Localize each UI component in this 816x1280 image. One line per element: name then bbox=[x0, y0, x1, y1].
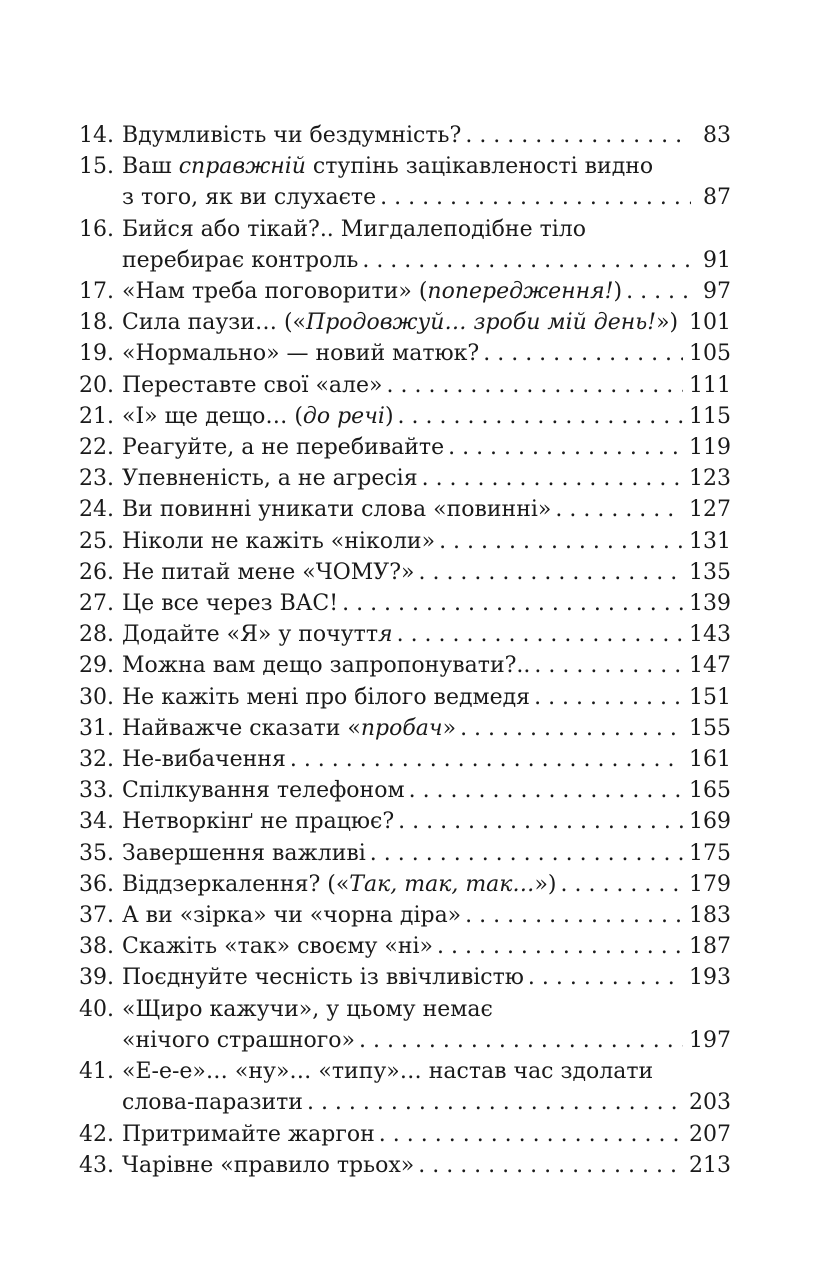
title-segment: Це все через ВАС! bbox=[122, 591, 339, 617]
page-number: 193 bbox=[689, 965, 731, 991]
chapter-number: 34. bbox=[79, 809, 114, 835]
chapter-title bbox=[122, 557, 414, 588]
title-line bbox=[122, 401, 731, 432]
chapter-number: 21. bbox=[79, 403, 114, 429]
chapter-title bbox=[122, 401, 394, 432]
chapter-title bbox=[122, 1150, 414, 1181]
title-italic-segment: я bbox=[378, 622, 393, 648]
chapter-title bbox=[122, 1087, 303, 1118]
dot-leader bbox=[534, 650, 683, 681]
page-number: 179 bbox=[689, 871, 731, 897]
dot-leader bbox=[387, 370, 684, 401]
dot-leader bbox=[422, 463, 683, 494]
chapter-title-block bbox=[122, 1150, 731, 1181]
title-line bbox=[122, 806, 731, 837]
toc-entry bbox=[76, 1150, 731, 1181]
chapter-number: 23. bbox=[79, 466, 114, 492]
title-segment: «Нам треба поговорити» ( bbox=[122, 279, 428, 305]
title-segment: Реагуйте, а не перебивайте bbox=[122, 435, 445, 461]
page-number: 111 bbox=[689, 372, 731, 398]
page-number: 105 bbox=[689, 341, 731, 367]
title-segment: Не питай мене «ЧОМУ?» bbox=[122, 559, 415, 585]
toc-entry bbox=[76, 214, 731, 276]
chapter-title-block bbox=[122, 120, 731, 151]
page-number: 175 bbox=[689, 840, 731, 866]
chapter-number: 29. bbox=[79, 653, 114, 679]
title-line bbox=[122, 307, 731, 338]
page-number: 87 bbox=[703, 185, 731, 211]
title-line bbox=[122, 713, 731, 744]
chapter-title-block bbox=[122, 151, 731, 213]
chapter-number: 17. bbox=[79, 279, 114, 305]
chapter-title bbox=[122, 245, 358, 276]
title-segment: Притримайте жаргон bbox=[122, 1121, 375, 1147]
dot-leader bbox=[342, 588, 683, 619]
title-line bbox=[122, 120, 731, 151]
chapter-title bbox=[122, 276, 622, 307]
chapter-title-block bbox=[122, 1119, 731, 1150]
title-line bbox=[122, 370, 731, 401]
chapter-number: 16. bbox=[79, 216, 114, 242]
chapter-title-block bbox=[122, 962, 731, 993]
chapter-title-block bbox=[122, 931, 731, 962]
page-number: 135 bbox=[689, 559, 731, 585]
page-number: 101 bbox=[689, 310, 731, 336]
chapter-title bbox=[122, 307, 678, 338]
title-italic-segment: до речі bbox=[302, 403, 385, 429]
toc-entry bbox=[76, 1056, 731, 1118]
chapter-title bbox=[122, 744, 286, 775]
chapter-number: 43. bbox=[79, 1152, 114, 1178]
chapter-title bbox=[122, 526, 435, 557]
chapter-title bbox=[122, 806, 394, 837]
dot-leader bbox=[409, 775, 683, 806]
title-line bbox=[122, 1025, 731, 1056]
chapter-number: 25. bbox=[79, 528, 114, 554]
chapter-title bbox=[122, 962, 524, 993]
toc-entry bbox=[76, 401, 731, 432]
title-line bbox=[122, 338, 731, 369]
title-line bbox=[122, 682, 731, 713]
title-segment: Не-вибачення bbox=[122, 747, 286, 773]
chapter-title-block bbox=[122, 494, 731, 525]
chapter-title bbox=[122, 463, 418, 494]
chapter-title bbox=[122, 931, 433, 962]
title-italic-segment: справжній bbox=[178, 154, 306, 180]
chapter-number: 41. bbox=[79, 1059, 114, 1085]
title-segment: «нічого страшного» bbox=[122, 1027, 355, 1053]
page-number: 147 bbox=[689, 653, 731, 679]
title-line bbox=[122, 494, 731, 525]
title-segment: ) bbox=[384, 403, 394, 429]
chapter-title bbox=[122, 682, 530, 713]
title-line bbox=[122, 744, 731, 775]
chapter-title bbox=[122, 994, 493, 1025]
title-segment: «Е-е-е»… «ну»… «типу»… настав час здолати bbox=[122, 1059, 654, 1085]
chapter-title bbox=[122, 1119, 375, 1150]
toc-entry bbox=[76, 713, 731, 744]
chapter-number: 18. bbox=[79, 310, 114, 336]
title-line bbox=[122, 463, 731, 494]
chapter-title-block bbox=[122, 307, 731, 338]
chapter-title-block bbox=[122, 526, 731, 557]
toc-entry bbox=[76, 338, 731, 369]
chapter-title-block bbox=[122, 994, 731, 1056]
chapter-number: 31. bbox=[79, 715, 114, 741]
page-number: 131 bbox=[689, 528, 731, 554]
chapter-title-block bbox=[122, 463, 731, 494]
chapter-title-block bbox=[122, 806, 731, 837]
chapter-number: 24. bbox=[79, 497, 114, 523]
chapter-number: 36. bbox=[79, 871, 114, 897]
dot-leader bbox=[370, 838, 683, 869]
chapter-number: 27. bbox=[79, 591, 114, 617]
title-segment: Поєднуйте чесність із ввічливістю bbox=[122, 965, 524, 991]
page-number: 203 bbox=[689, 1090, 731, 1116]
toc-entry bbox=[76, 775, 731, 806]
title-segment: Віддзеркалення? (« bbox=[122, 871, 350, 897]
chapter-title-block bbox=[122, 775, 731, 806]
chapter-title-block bbox=[122, 838, 731, 869]
chapter-title bbox=[122, 151, 653, 182]
chapter-title-block bbox=[122, 401, 731, 432]
chapter-number: 28. bbox=[79, 622, 114, 648]
chapter-title-block bbox=[122, 619, 731, 650]
title-segment: слова-паразити bbox=[122, 1090, 303, 1116]
dot-leader bbox=[359, 1025, 683, 1056]
title-line bbox=[122, 931, 731, 962]
toc-entry bbox=[76, 494, 731, 525]
chapter-number: 19. bbox=[79, 341, 114, 367]
title-segment: Упевненість, а не агресія bbox=[122, 466, 418, 492]
title-italic-segment: Продовжуй… зроби мій день! bbox=[306, 310, 657, 336]
title-segment: Можна вам дещо запропонувати?.. bbox=[122, 653, 531, 679]
page-number: 127 bbox=[689, 497, 731, 523]
chapter-number: 15. bbox=[79, 154, 114, 180]
page-number: 97 bbox=[703, 279, 731, 305]
chapter-title bbox=[122, 1056, 653, 1087]
toc-entry bbox=[76, 432, 731, 463]
chapter-title-block bbox=[122, 682, 731, 713]
page-number: 143 bbox=[689, 622, 731, 648]
page-number: 213 bbox=[689, 1152, 731, 1178]
chapter-number: 30. bbox=[79, 684, 114, 710]
toc-entry bbox=[76, 276, 731, 307]
toc-entry bbox=[76, 900, 731, 931]
dot-leader bbox=[418, 557, 683, 588]
page-number: 165 bbox=[689, 778, 731, 804]
dot-leader bbox=[483, 338, 683, 369]
chapter-title bbox=[122, 494, 551, 525]
dot-leader bbox=[380, 182, 691, 213]
page-number: 169 bbox=[689, 809, 731, 835]
dot-leader bbox=[418, 1150, 683, 1181]
chapter-title bbox=[122, 338, 479, 369]
toc-entry bbox=[76, 682, 731, 713]
title-line bbox=[122, 214, 731, 245]
toc-entry bbox=[76, 526, 731, 557]
page-number: 139 bbox=[689, 591, 731, 617]
title-segment: Чарівне «правило трьох» bbox=[122, 1152, 415, 1178]
toc-entry bbox=[76, 557, 731, 588]
dot-leader bbox=[528, 962, 683, 993]
chapter-number: 32. bbox=[79, 747, 114, 773]
title-segment: Завершення важливі bbox=[122, 840, 366, 866]
title-segment: Нетворкінґ не працює? bbox=[122, 809, 395, 835]
title-segment: Ваш bbox=[122, 154, 179, 180]
chapter-title bbox=[122, 370, 383, 401]
chapter-title bbox=[122, 713, 456, 744]
toc-entry bbox=[76, 1119, 731, 1150]
chapter-title-block bbox=[122, 869, 731, 900]
chapter-number: 38. bbox=[79, 934, 114, 960]
table-of-contents bbox=[76, 120, 731, 1181]
title-segment: Бийся або тікай?.. Мигдалеподібне тіло bbox=[122, 216, 587, 242]
title-line bbox=[122, 182, 731, 213]
chapter-title bbox=[122, 1025, 355, 1056]
title-segment: з того, як ви слухаєте bbox=[122, 185, 377, 211]
title-line bbox=[122, 245, 731, 276]
chapter-title bbox=[122, 588, 338, 619]
title-line bbox=[122, 962, 731, 993]
chapter-title-block bbox=[122, 650, 731, 681]
chapter-title bbox=[122, 650, 530, 681]
title-segment: Сила паузи… (« bbox=[122, 310, 307, 336]
page-number: 119 bbox=[689, 435, 731, 461]
page-number: 115 bbox=[689, 403, 731, 429]
page-number: 91 bbox=[703, 247, 731, 273]
dot-leader bbox=[379, 1119, 683, 1150]
chapter-number: 14. bbox=[79, 123, 114, 148]
toc-entry bbox=[76, 619, 731, 650]
title-segment: А ви «зірка» чи «чорна діра» bbox=[122, 903, 462, 929]
chapter-title bbox=[122, 432, 444, 463]
page-number: 155 bbox=[689, 715, 731, 741]
title-segment: Переставте свої «але» bbox=[122, 372, 383, 398]
title-segment: ») bbox=[656, 310, 679, 336]
page-number: 207 bbox=[689, 1121, 731, 1147]
chapter-title bbox=[122, 619, 393, 650]
toc-entry bbox=[76, 370, 731, 401]
title-line bbox=[122, 588, 731, 619]
title-line bbox=[122, 557, 731, 588]
chapter-number: 42. bbox=[79, 1121, 114, 1147]
page-number: 123 bbox=[689, 466, 731, 492]
toc-entry bbox=[76, 994, 731, 1056]
chapter-number: 37. bbox=[79, 903, 114, 929]
dot-leader bbox=[534, 682, 683, 713]
title-segment: «Нормально» — новий матюк? bbox=[122, 341, 480, 367]
chapter-number: 22. bbox=[79, 435, 114, 461]
title-line bbox=[122, 1087, 731, 1118]
toc-entry bbox=[76, 931, 731, 962]
dot-leader bbox=[307, 1087, 683, 1118]
chapter-title-block bbox=[122, 1056, 731, 1118]
chapter-title bbox=[122, 775, 405, 806]
title-line bbox=[122, 869, 731, 900]
chapter-title bbox=[122, 120, 461, 151]
title-segment: ступінь зацікавленості видно bbox=[305, 154, 654, 180]
page-number: 151 bbox=[689, 684, 731, 710]
dot-leader bbox=[626, 276, 691, 307]
chapter-title-block bbox=[122, 713, 731, 744]
toc-entry bbox=[76, 962, 731, 993]
chapter-title bbox=[122, 838, 366, 869]
title-italic-segment: пробач bbox=[360, 715, 443, 741]
toc-entry bbox=[76, 806, 731, 837]
dot-leader bbox=[460, 713, 683, 744]
dot-leader bbox=[398, 401, 683, 432]
chapter-number: 40. bbox=[79, 996, 114, 1022]
dot-leader bbox=[439, 526, 683, 557]
chapter-title-block bbox=[122, 744, 731, 775]
chapter-number: 35. bbox=[79, 840, 114, 866]
chapter-number: 33. bbox=[79, 778, 114, 804]
title-segment: » bbox=[442, 715, 457, 741]
chapter-number: 39. bbox=[79, 965, 114, 991]
title-segment: ») bbox=[534, 871, 557, 897]
chapter-title-block bbox=[122, 900, 731, 931]
title-italic-segment: Так, так, так… bbox=[349, 871, 535, 897]
title-segment: Ви повинні уникати слова «повинні» bbox=[122, 497, 552, 523]
title-line bbox=[122, 994, 731, 1025]
toc-entry bbox=[76, 151, 731, 213]
title-segment: ) bbox=[613, 279, 623, 305]
title-line bbox=[122, 526, 731, 557]
chapter-title bbox=[122, 182, 376, 213]
chapter-title-block bbox=[122, 432, 731, 463]
toc-entry bbox=[76, 307, 731, 338]
chapter-title-block bbox=[122, 276, 731, 307]
chapter-title-block bbox=[122, 588, 731, 619]
dot-leader bbox=[437, 931, 683, 962]
dot-leader bbox=[465, 900, 683, 931]
chapter-title bbox=[122, 900, 461, 931]
title-line bbox=[122, 1119, 731, 1150]
dot-leader bbox=[448, 432, 683, 463]
chapter-title-block bbox=[122, 338, 731, 369]
page-number: 183 bbox=[689, 903, 731, 929]
toc-entry bbox=[76, 120, 731, 151]
title-segment: Спілкування телефоном bbox=[122, 778, 405, 804]
chapter-title-block bbox=[122, 370, 731, 401]
title-line bbox=[122, 619, 731, 650]
dot-leader bbox=[398, 806, 683, 837]
title-segment: Ніколи не кажіть «ніколи» bbox=[122, 528, 436, 554]
chapter-title bbox=[122, 214, 586, 245]
dot-leader bbox=[362, 245, 691, 276]
chapter-title bbox=[122, 869, 556, 900]
title-segment: Не кажіть мені про білого ведмедя bbox=[122, 684, 531, 710]
page-number: 197 bbox=[689, 1027, 731, 1053]
toc-entry bbox=[76, 838, 731, 869]
title-segment: «І» ще дещо… ( bbox=[122, 403, 303, 429]
toc-entry bbox=[76, 650, 731, 681]
page-number: 83 bbox=[703, 123, 731, 148]
title-line bbox=[122, 432, 731, 463]
title-segment: перебирає контроль bbox=[122, 247, 359, 273]
chapter-number: 20. bbox=[79, 372, 114, 398]
title-italic-segment: попередження! bbox=[427, 279, 614, 305]
toc-entry bbox=[76, 869, 731, 900]
title-segment: Додайте «Я» у почутт bbox=[122, 622, 378, 648]
title-segment: «Щиро кажучи», у цьому немає bbox=[122, 996, 493, 1022]
title-line bbox=[122, 151, 731, 182]
title-line bbox=[122, 276, 731, 307]
dot-leader bbox=[560, 869, 683, 900]
title-segment: Найважче сказати « bbox=[122, 715, 361, 741]
title-line bbox=[122, 838, 731, 869]
title-line bbox=[122, 1150, 731, 1181]
title-segment: Вдумливість чи бездумність? bbox=[122, 123, 462, 148]
chapter-title-block bbox=[122, 557, 731, 588]
toc-entry bbox=[76, 744, 731, 775]
toc-entry bbox=[76, 463, 731, 494]
page-number: 187 bbox=[689, 934, 731, 960]
title-line bbox=[122, 1056, 731, 1087]
dot-leader bbox=[682, 307, 683, 338]
title-segment: Скажіть «так» своєму «ні» bbox=[122, 934, 434, 960]
title-line bbox=[122, 775, 731, 806]
page-number: 161 bbox=[689, 747, 731, 773]
dot-leader bbox=[555, 494, 683, 525]
chapter-title-block bbox=[122, 214, 731, 276]
dot-leader bbox=[290, 744, 683, 775]
chapter-number: 26. bbox=[79, 559, 114, 585]
dot-leader bbox=[465, 120, 691, 151]
title-line bbox=[122, 900, 731, 931]
toc-entry bbox=[76, 588, 731, 619]
title-line bbox=[122, 650, 731, 681]
dot-leader bbox=[397, 619, 683, 650]
